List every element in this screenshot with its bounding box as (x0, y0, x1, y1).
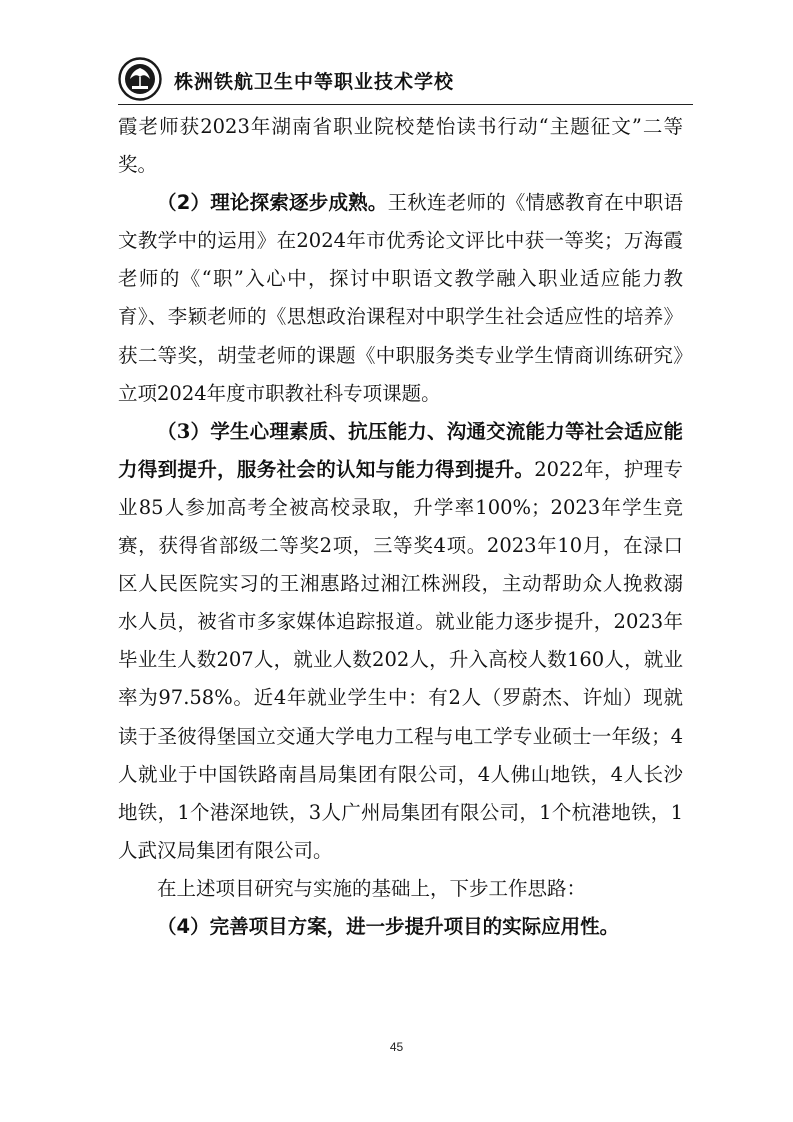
paragraph-students (118, 413, 683, 870)
heading-students: （3）学生心理素质、抗压能力、沟通交流能力等社会适应能力得到提升，服务社会的认知与能力得到提升。 (118, 419, 683, 481)
page-number: 45 (389, 1040, 404, 1054)
school-name: 株洲铁航卫生中等职业技术学校 (174, 71, 455, 93)
header-rule (118, 104, 693, 105)
school-emblem-icon (118, 57, 162, 101)
heading-theory: （2）理论探索逐步成熟。 (157, 191, 388, 215)
page-header (118, 57, 693, 101)
heading-improve-plan: （4）完善项目方案，进一步提升项目的实际应用性。 (157, 914, 620, 938)
paragraph-theory (118, 184, 683, 413)
paragraph-theory-text: 王秋连老师的《情感教育在中职语文教学中的运用》在2024年市优秀论文评比中获一等奖；万海霞老师的《“职”入心中，探讨中职语文教学融入职业适应能力教育》、李颖老师的《思想政治课程对中职学生社会适应性的培养》获二等奖，胡莹老师的课题《中职服务类专业学生情商训练研究》立项2024年度市职教社科专项课题。 (118, 191, 683, 405)
document-body (118, 108, 683, 946)
paragraph-award-continued: 霞老师获2023年湖南省职业院校楚怡读书行动“主题征文”二等奖。 (118, 115, 683, 177)
paragraph-students-text: 2022年，护理专业85人参加高考全被高校录取，升学率100%；2023年学生竞赛，获得省部级二等奖2项，三等奖4项。2023年10月，在渌口区人民医院实习的王湘惠路过湘江株洲段，主动帮助众人挽救溺水人员，被省市多家媒体追踪报道。就业能力逐步提升，2023年毕业生人数207人，就业人数202人，升入高校人数160人，就业率为97.58%。近4年就业学生中：有2人（罗蔚杰、许灿）现就读于圣彼得堡国立交通大学电力工程与电工学专业硕士一年级；4人就业于中国铁路南昌局集团有限公司，4人佛山地铁，4人长沙地铁，1个港深地铁，3人广州局集团有限公司，1个杭港地铁，1人武汉局集团有限公司。 (118, 457, 683, 862)
paragraph-next-steps: 在上述项目研究与实施的基础上，下步工作思路： (157, 876, 587, 900)
